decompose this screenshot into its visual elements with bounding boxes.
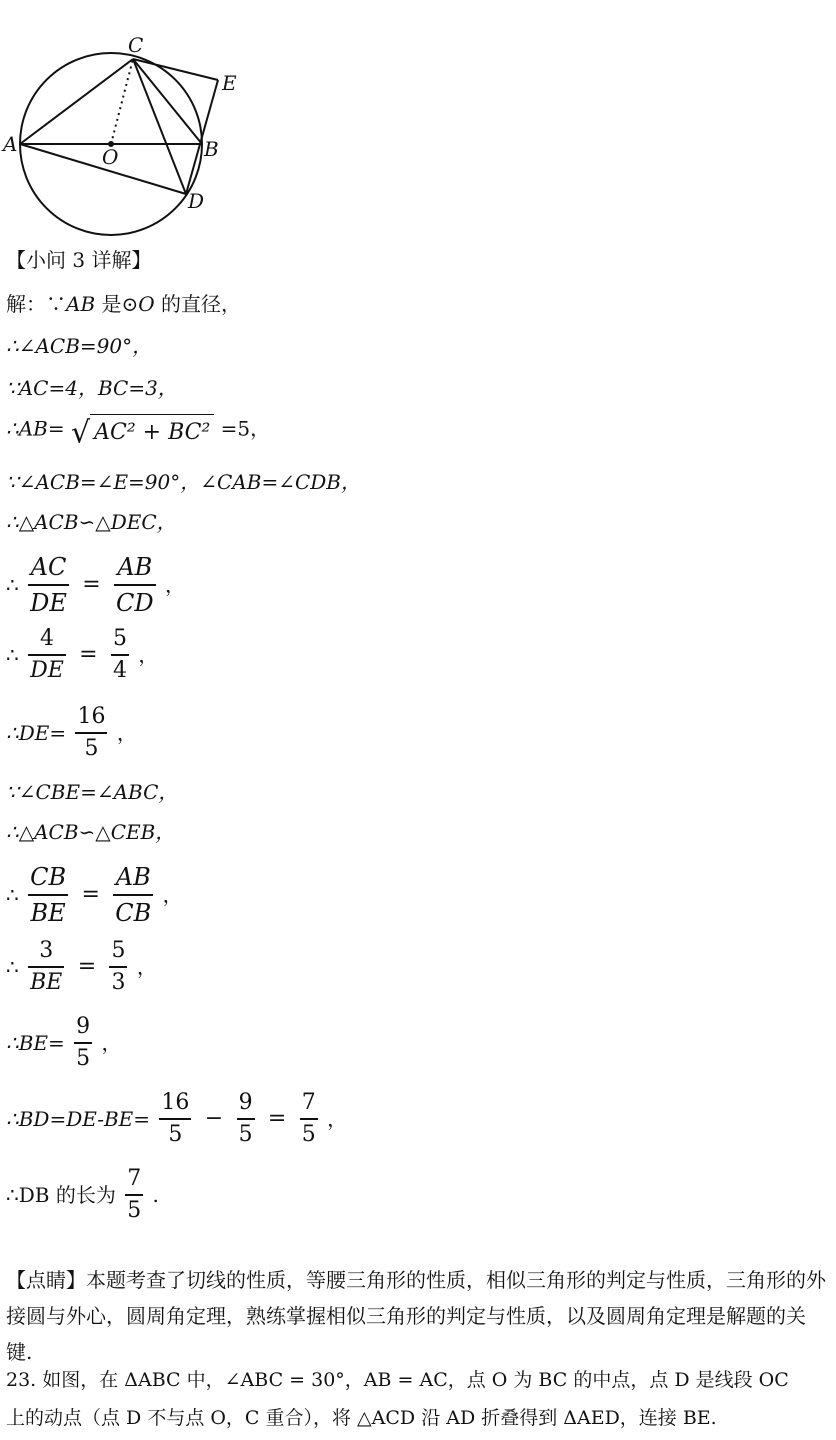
line1-suffix: 的直径， (154, 292, 242, 316)
line14-prefix: ∴BE= (6, 1030, 65, 1055)
denominator: BE (30, 969, 63, 995)
segment-ce (133, 59, 218, 80)
denominator: 5 (84, 735, 99, 761)
denominator: 5 (238, 1121, 253, 1147)
solution-line-7 (6, 550, 185, 620)
line13-prefix: ∴ (6, 954, 19, 979)
label-o: O (102, 145, 119, 169)
line8-prefix: ∴ (6, 642, 19, 667)
next-problem-line-1: 23. 如图，在 ΔABC 中，∠ABC = 30°，AB = AC，点 O 为 BC 的中点，点 D 是线段 OC (6, 1369, 789, 1391)
solution-line-11: ∴△ACB∽△CEB， (6, 820, 176, 844)
line4-suffix: =5， (220, 416, 271, 441)
line1-prefix: 解：∵ (6, 292, 66, 316)
numerator: 5 (111, 938, 126, 963)
solution-line-15 (6, 1088, 347, 1150)
denominator: 5 (76, 1045, 91, 1071)
equals-sign: = (79, 641, 98, 667)
numerator: 7 (127, 1166, 142, 1191)
numerator: CB (30, 863, 67, 891)
denominator: DE (30, 657, 64, 683)
solution-line-4 (6, 414, 271, 451)
fraction-5-3 (109, 936, 127, 998)
equals-sign: = (267, 1105, 287, 1131)
denominator: CB (115, 898, 152, 927)
numerator: 16 (77, 704, 106, 729)
fraction-16-5 (75, 702, 107, 764)
label-d: D (188, 189, 205, 213)
numerator: 5 (112, 626, 127, 651)
line7-prefix: ∴ (6, 572, 19, 597)
fraction-7-5 (300, 1088, 318, 1150)
fraction-16-5 (159, 1088, 191, 1150)
numerator: AB (115, 863, 151, 891)
solution-line-10: ∵∠CBE=∠ABC， (6, 780, 179, 804)
numerator: 4 (39, 626, 54, 651)
sqrt-sign: √ (70, 415, 91, 451)
solution-line-3: ∵AC=4，BC=3， (6, 376, 178, 400)
numerator: 9 (238, 1090, 253, 1115)
line16-suffix: . (152, 1182, 159, 1207)
equals-sign: = (77, 953, 97, 979)
fraction-9-5 (237, 1088, 255, 1150)
numerator: 9 (76, 1014, 91, 1039)
line9-prefix: ∴DE= (6, 720, 67, 745)
line16-prefix: ∴DB 的长为 (6, 1182, 116, 1207)
line7-suffix: ， (164, 572, 185, 597)
numerator: AC (30, 553, 67, 581)
line13-suffix: ， (136, 954, 157, 979)
line4-prefix: ∴AB= (6, 416, 65, 441)
numerator: 7 (301, 1090, 316, 1115)
fraction-7-5 (125, 1164, 143, 1226)
line1-o: O (138, 292, 155, 316)
section-heading: 【小问 3 详解】 (6, 248, 152, 272)
solution-line-5: ∵∠ACB=∠E=90°，∠CAB=∠CDB， (6, 470, 361, 494)
fraction-ab-cb (113, 860, 153, 930)
label-a: A (3, 132, 18, 156)
solution-line-6: ∴△ACB∽△DEC， (6, 510, 177, 534)
equals-sign: = (81, 881, 100, 907)
line1-ab: AB (66, 292, 96, 316)
comment-paragraph: 【点睛】本题考查了切线的性质，等腰三角形的性质，相似三角形的判定与性质，三角形的外接圆与外心，圆周角定理，熟练掌握相似三角形的判定与性质，以及圆周角定理是解题的关键. (6, 1268, 826, 1364)
line14-suffix: ， (101, 1030, 122, 1055)
label-c: C (128, 33, 144, 57)
solution-line-13 (6, 936, 157, 998)
line15-prefix: ∴BD=DE-BE= (6, 1106, 151, 1131)
label-e: E (222, 71, 237, 95)
minus-sign: − (204, 1105, 224, 1131)
fraction-ac-de (28, 550, 69, 620)
denominator: 5 (301, 1121, 316, 1147)
line1-mid: 是⊙ (95, 292, 139, 316)
geometry-figure (0, 32, 260, 272)
line12-prefix: ∴ (6, 882, 19, 907)
solution-line-16 (6, 1164, 159, 1226)
denominator: DE (30, 588, 67, 617)
segment-ac (20, 59, 133, 144)
numerator: 3 (39, 938, 54, 963)
solution-line-2: ∴∠ACB=90°， (6, 334, 153, 358)
line15-suffix: ， (327, 1106, 348, 1131)
solution-line-12 (6, 860, 183, 930)
line12-suffix: ， (162, 882, 183, 907)
fraction-9-5 (74, 1012, 92, 1074)
line8-suffix: ， (138, 642, 159, 667)
denominator: CD (116, 588, 154, 617)
fraction-3-be (28, 936, 64, 998)
fraction-5-4 (111, 624, 129, 686)
segment-cd (133, 59, 186, 194)
numerator: 16 (161, 1090, 190, 1115)
line9-suffix: ， (116, 720, 137, 745)
solution-line-14 (6, 1012, 122, 1074)
sqrt-expression (70, 414, 214, 451)
numerator: AB (117, 553, 153, 581)
denominator: BE (30, 898, 66, 927)
denominator: 5 (127, 1197, 142, 1223)
solution-line-9 (6, 702, 137, 764)
fraction-4-de (28, 624, 66, 686)
solution-line-1 (6, 292, 241, 316)
denominator: 3 (111, 969, 126, 995)
fraction-cb-be (28, 860, 68, 930)
equals-sign: = (82, 571, 101, 597)
fraction-ab-cd (114, 550, 156, 620)
segment-oc-dotted (111, 59, 133, 144)
solution-line-8 (6, 624, 158, 686)
denominator: 4 (112, 657, 127, 683)
sqrt-radicand: AC² + BC² (90, 414, 214, 445)
next-problem-line-2: 上的动点（点 D 不与点 O，C 重合），将 △ACD 沿 AD 折叠得到 ΔAED，连接 BE. (6, 1407, 717, 1429)
denominator: 5 (168, 1121, 183, 1147)
label-b: B (204, 137, 219, 161)
